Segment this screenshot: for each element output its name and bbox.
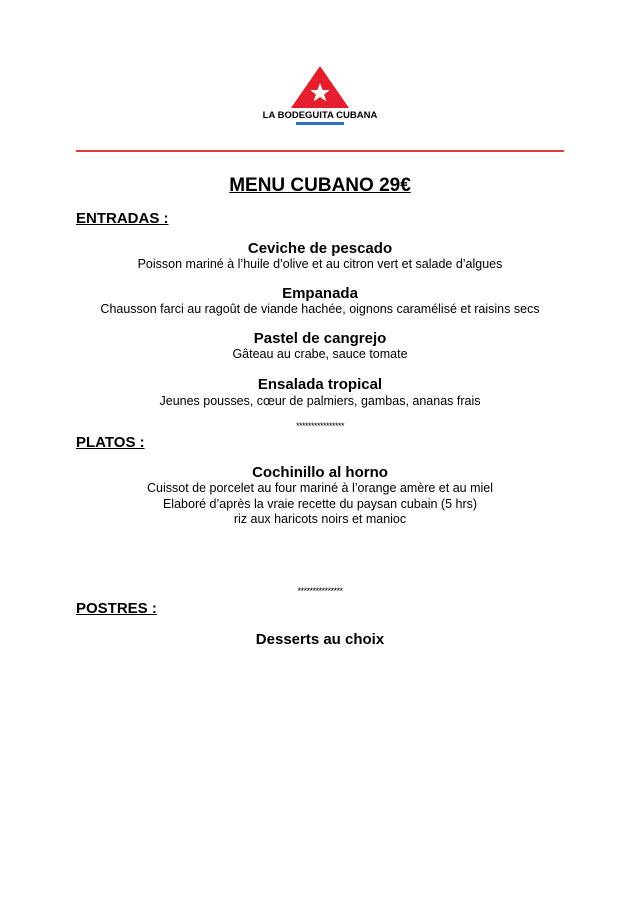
dish-name: Ceviche de pescado — [247, 240, 393, 257]
dish-name: Empanada — [282, 285, 358, 302]
page-title: MENU CUBANO 29€ — [229, 175, 411, 196]
logo — [255, 62, 385, 128]
dish-description: riz aux haricots noirs et manioc — [233, 512, 407, 526]
dish-description: Cuissot de porcelet au four mariné à l’orange amère et au miel — [146, 481, 493, 495]
dish-name: Pastel de cangrejo — [253, 330, 387, 347]
dish-name: Desserts au choix — [255, 631, 385, 648]
logo-triangle-star-icon — [255, 62, 385, 128]
separator: *************** — [297, 586, 343, 596]
section-postres: POSTRES : — [76, 600, 157, 617]
header-rule — [76, 150, 564, 152]
dish-description: Gâteau au crabe, sauce tomate — [232, 347, 408, 361]
svg-text:LA BODEGUITA CUBANA: LA BODEGUITA CUBANA — [262, 110, 378, 121]
dish-name: Ensalada tropical — [257, 376, 383, 393]
dish-description: Poisson mariné à l’huile d’olive et au citron vert et salade d’algues — [137, 257, 503, 271]
separator: **************** — [295, 421, 345, 431]
dish-description: Chausson farci au ragoût de viande hachée, oignons caramélisé et raisins secs — [100, 302, 540, 316]
dish-description: Elaboré d’après la vraie recette du paysan cubain (5 hrs) — [162, 497, 478, 511]
section-entradas: ENTRADAS : — [76, 210, 169, 227]
section-platos: PLATOS : — [76, 434, 145, 451]
dish-description: Jeunes pousses, cœur de palmiers, gambas, ananas frais — [159, 394, 481, 408]
dish-name: Cochinillo al horno — [252, 464, 388, 481]
